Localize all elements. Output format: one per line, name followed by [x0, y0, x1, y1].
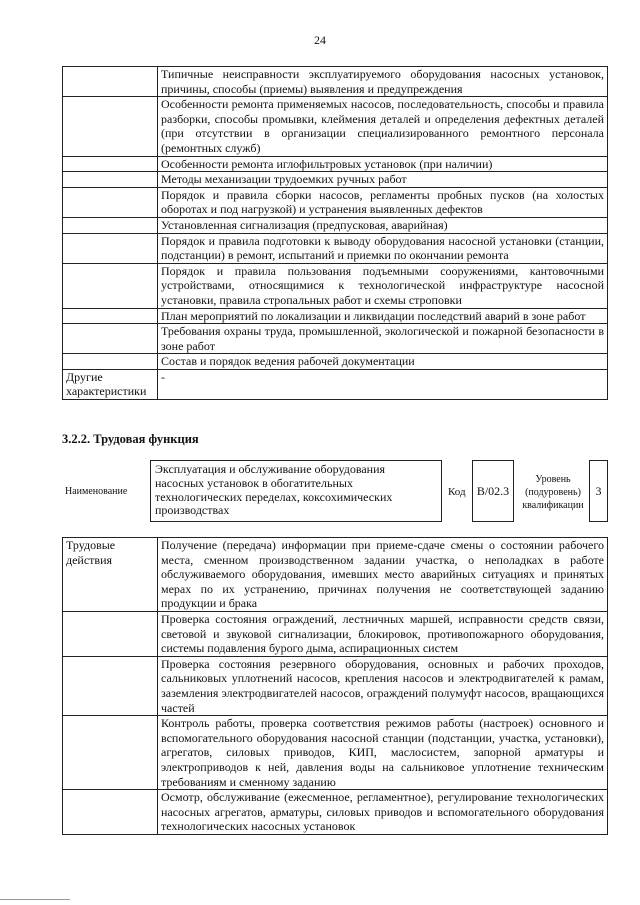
table-cell-left	[63, 354, 158, 370]
table-row	[63, 611, 608, 656]
table-cell-right: Особенности ремонта применяемых насосов, последовательность, способы и правила разборки, способы промывки, клеймения деталей и определения дефектных деталей (при отсутствии в организации специализированного ремонтного персонала (ремонтных служб)	[158, 97, 608, 156]
table-cell-left	[63, 67, 158, 97]
table-cell-right: Особенности ремонта иглофильтровых установок (при наличии)	[158, 156, 608, 172]
table-cell-right: Методы механизации трудоемких ручных работ	[158, 172, 608, 188]
table-cell-left	[63, 172, 158, 188]
table-cell-right: Требования охраны труда, промышленной, экологической и пожарной безопасности в зоне работ	[158, 324, 608, 354]
table-cell-left	[63, 97, 158, 156]
table-cell-left	[63, 324, 158, 354]
table-row	[63, 324, 608, 354]
table-cell-left	[63, 263, 158, 308]
name-label: Наименование	[65, 486, 128, 497]
table-row	[63, 790, 608, 835]
table-cell-left	[63, 233, 158, 263]
table-row	[63, 217, 608, 233]
table-row	[63, 156, 608, 172]
footer-divider	[0, 899, 70, 900]
table-row	[63, 656, 608, 715]
table-cell-right: Осмотр, обслуживание (ежесменное, регламентное), регулирование технологических насосных агрегатов, арматуры, силовых приводов и вспомогательного оборудования технологических насосных установок	[158, 790, 608, 835]
table-row	[63, 263, 608, 308]
table-cell-right: Состав и порядок ведения рабочей документации	[158, 354, 608, 370]
code-label: Код	[448, 486, 466, 498]
table-row	[63, 233, 608, 263]
qualification-level-box: 3	[589, 460, 608, 522]
table-cell-left	[63, 656, 158, 715]
table-row	[63, 172, 608, 188]
table-cell-right: Типичные неисправности эксплуатируемого оборудования насосных установок, причины, способы (приемы) выявления и предупреждения	[158, 67, 608, 97]
table-cell-right: Проверка состояния резервного оборудования, основных и рабочих проходов, сальниковых уплотнений насосов, крепления насосов и электродвигателей к рамам, заземления электродвигателей насосов, ограждений полумуфт насосов, вращающихся частей	[158, 656, 608, 715]
table-cell-right: Установленная сигнализация (предпусковая, аварийная)	[158, 217, 608, 233]
table-cell-left	[63, 611, 158, 656]
page-number: 24	[314, 33, 326, 47]
table-cell-left	[63, 156, 158, 172]
table-row	[63, 67, 608, 97]
table-cell-right: План мероприятий по локализации и ликвидации последствий аварий в зоне работ	[158, 308, 608, 324]
table-row	[63, 97, 608, 156]
table-cell-left	[63, 217, 158, 233]
other-characteristics-value: -	[158, 369, 608, 399]
table-row	[63, 187, 608, 217]
table-cell-left	[63, 187, 158, 217]
table-row	[63, 354, 608, 370]
table-cell-left	[63, 790, 158, 835]
section-heading: 3.2.2. Трудовая функция	[62, 432, 199, 446]
table-row	[63, 538, 608, 612]
table-cell-left	[63, 716, 158, 790]
table-cell-right: Контроль работы, проверка соответствия режимов работы (настроек) основного и вспомогательного оборудования насосной станции (подстанции, участка, установки), агрегатов, силовых приводов, КИП, маслосистем, запорной арматуры и электроприводов к ней, давления воды на сальниковое уплотнение техническим требованиям и сменному заданию	[158, 716, 608, 790]
other-characteristics-label: Другие характеристики	[63, 369, 158, 399]
qualification-level-label: Уровень (подуровень) квалификации	[522, 474, 584, 511]
table-cell-right: Получение (передача) информации при приеме-сдаче смены о состоянии рабочего места, сменном производственном задании участка, о неполадках в работе обслуживаемого оборудования, имевших место аварийных ситуациях и принятых мерах по их устранению, причинах получения не соответствующей заданию продукции и брака	[158, 538, 608, 612]
table-cell-left	[63, 308, 158, 324]
table-cell-right: Порядок и правила сборки насосов, регламенты пробных пусков (на холостых оборотах и под нагрузкой) и устранения выявленных дефектов	[158, 187, 608, 217]
table-cell-right: Порядок и правила подготовки к выводу оборудования насосной установки (станции, подстанции) в ремонт, испытаний и приемки по окончании ремонта	[158, 233, 608, 263]
labor-actions-label: Трудовые действия	[63, 538, 158, 612]
table-cell-right: Проверка состояния ограждений, лестничных маршей, исправности средств связи, световой и звуковой сигнализации, блокировок, противопожарного оборудования, системы подавления бурого дыма, аспирационных систем	[158, 611, 608, 656]
knowledge-table	[62, 66, 608, 400]
function-code-box: B/02.3	[472, 460, 514, 522]
function-name-box: Эксплуатация и обслуживание оборудования насосных установок в обогатительных технологических переделах, коксохимических производствах	[150, 460, 442, 522]
table-cell-right: Порядок и правила пользования подъемными сооружениями, кантовочными устройствами, относящимися к технологической инфраструктуре насосной установки, правила стропальных работ и схемы строповки	[158, 263, 608, 308]
labor-actions-table	[62, 537, 608, 835]
table-row	[63, 308, 608, 324]
table-row	[63, 369, 608, 399]
table-row	[63, 716, 608, 790]
